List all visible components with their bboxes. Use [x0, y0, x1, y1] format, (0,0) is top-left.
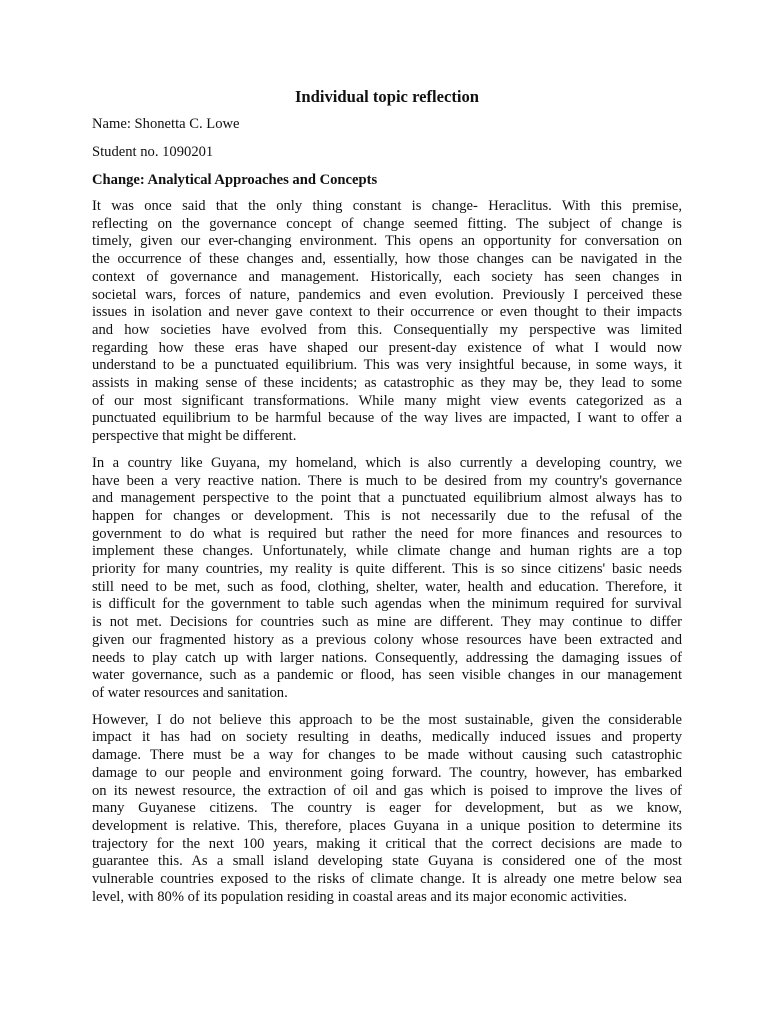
- text-line: guarantee this. As a small island developing state Guyana is considered one of the most: [92, 853, 682, 870]
- text-line: government to do what is required but rather the need for more finances and resources to: [92, 525, 682, 542]
- paragraph-1: [92, 198, 682, 446]
- document-page: [92, 86, 682, 915]
- paragraph-3: [92, 712, 682, 907]
- text-line: timely, given our ever-changing environment. This opens an opportunity for conversation on: [92, 233, 682, 250]
- text-line: water governance, such as a pandemic or flood, has seen visible changes in our management: [92, 667, 682, 684]
- text-line: needs to play catch up with larger nations. Consequently, addressing the damaging issues of: [92, 649, 682, 666]
- text-line: regarding how these eras have shaped our present-day existence of what I would now: [92, 339, 682, 356]
- text-line: However, I do not believe this approach to be the most sustainable, given the considerable: [92, 711, 682, 728]
- text-line: issues in isolation and never gave context to their occurrence or even thought to their impacts: [92, 304, 682, 321]
- text-line: perspective that might be different.: [92, 428, 297, 445]
- text-line: trajectory for the next 100 years, making it critical that the correct decisions are made to: [92, 835, 682, 852]
- text-line: the occurrence of these changes and, essentially, how those changes can be navigated in the: [92, 251, 682, 268]
- paragraph-2: [92, 455, 682, 703]
- text-line: priority for many countries, my reality is quite different. This is so since citizens' basic needs: [92, 561, 682, 578]
- text-line: vulnerable countries exposed to the risks of climate change. It is already one metre below sea: [92, 871, 682, 888]
- student-number: Student no. 1090201: [92, 144, 214, 160]
- body-text: [92, 198, 682, 906]
- text-line: of our most significant transformations. While many might view events categorized as a: [92, 392, 682, 409]
- text-line: happen for changes or development. This is not necessarily due to the refusal of the: [92, 507, 682, 524]
- student-name: Name: Shonetta C. Lowe: [92, 116, 240, 132]
- text-line: still need to be met, such as food, clothing, shelter, water, health and education. Therefore, it: [92, 578, 682, 595]
- page-title: Individual topic reflection: [294, 87, 480, 106]
- text-line: given our fragmented history as a previous colony whose resources have been extracted and: [92, 631, 682, 648]
- text-line: damage. There must be a way for changes to be made without causing such catastrophic: [92, 747, 682, 764]
- text-line: is not met. Decisions for countries such as mine are different. They may continue to differ: [92, 614, 682, 631]
- text-line: reflecting on the governance concept of change seemed fitting. The subject of change is: [92, 215, 682, 232]
- text-line: assists in making sense of these incidents; as catastrophic as they may be, they lead to some: [92, 375, 682, 392]
- text-line: of water resources and sanitation.: [92, 684, 288, 701]
- text-line: development is relative. This, therefore, places Guyana in a unique position to determine its: [92, 817, 682, 834]
- text-line: It was once said that the only thing constant is change- Heraclitus. With this premise,: [92, 198, 682, 214]
- text-line: damage to our people and environment going forward. The country, however, has embarked: [92, 764, 682, 781]
- text-line: is difficult for the government to table such agendas when the minimum required for survival: [92, 596, 682, 613]
- text-line: many Guyanese citizens. The country is eager for development, but as we know,: [92, 800, 682, 817]
- text-line: level, with 80% of its population residing in coastal areas and its major economic activities.: [92, 888, 627, 905]
- text-line: punctuated equilibrium to be harmful because of the way lives are impacted, I want to offer a: [92, 410, 682, 427]
- text-line: have been a very reactive nation. There is much to be desired from my country's governance: [92, 472, 682, 489]
- text-line: context of governance and management. Historically, each society has seen changes in: [92, 268, 682, 285]
- text-line: societal wars, forces of nature, pandemics and even evolution. Previously I perceived these: [92, 286, 682, 303]
- section-heading: Change: Analytical Approaches and Concepts: [92, 172, 378, 188]
- text-line: on its newest resource, the extraction of oil and gas which is poised to improve the lives of: [92, 782, 682, 799]
- text-line: and how societies have evolved from this. Consequentially my perspective was limited: [92, 321, 682, 338]
- text-line: implement these changes. Unfortunately, while climate change and human rights are a top: [92, 543, 682, 560]
- text-line: and management perspective to the point that a punctuated equilibrium almost always has to: [92, 490, 682, 507]
- text-line: impact it has had on society resulting in deaths, medically induced issues and property: [92, 729, 682, 746]
- text-line: In a country like Guyana, my homeland, which is also currently a developing country, we: [92, 454, 682, 471]
- text-line: understand to be a punctuated equilibrium. This was very insightful because, in some ways, it: [92, 357, 682, 374]
